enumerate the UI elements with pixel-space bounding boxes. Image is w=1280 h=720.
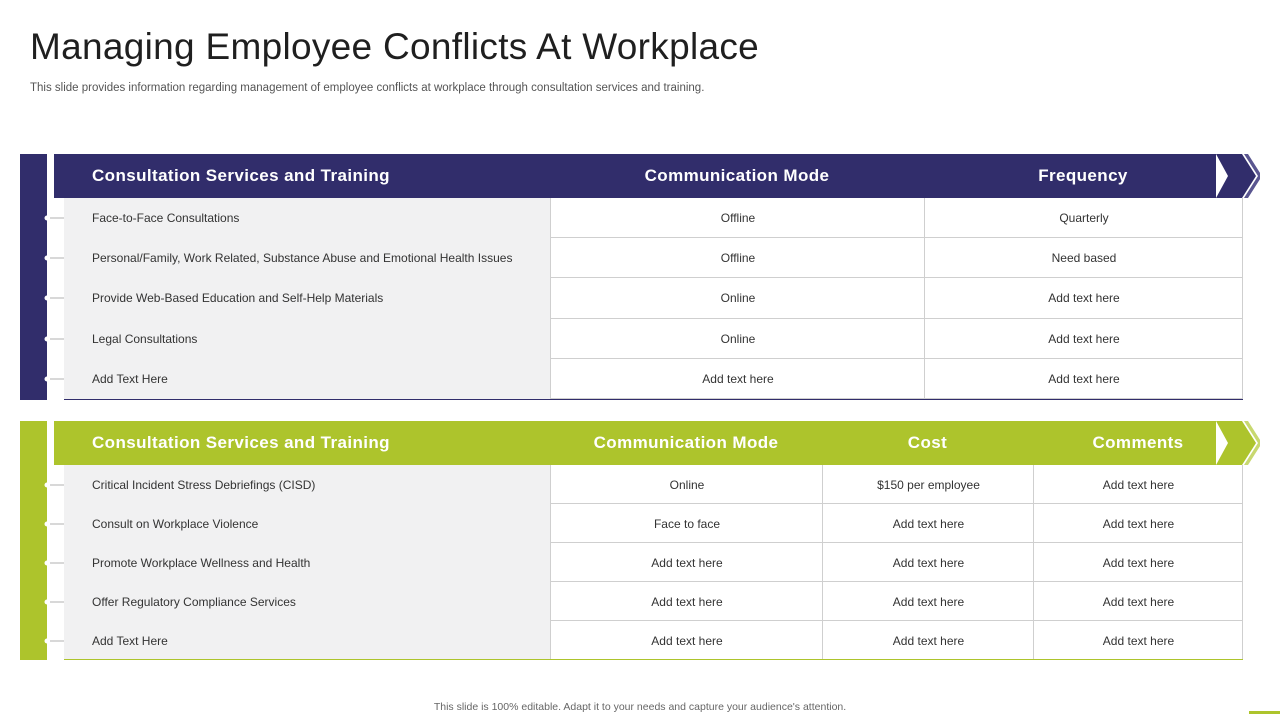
table-right-border xyxy=(1242,359,1243,399)
service-label: Face-to-Face Consultations xyxy=(92,211,240,226)
table-row xyxy=(64,359,1243,399)
corner-accent-mark xyxy=(1249,711,1280,714)
frequency-table xyxy=(20,154,1260,400)
table2-header-cost: Cost xyxy=(907,433,948,452)
table1-bottom-line xyxy=(64,399,1243,400)
communication-mode-cell: Add text here xyxy=(550,582,823,621)
table-right-border xyxy=(1242,621,1243,660)
frequency-cell: Need based xyxy=(924,238,1243,278)
table-row xyxy=(64,621,1243,660)
service-cell xyxy=(64,238,550,278)
table-row xyxy=(64,319,1243,359)
table-row xyxy=(64,198,1243,238)
table1-side-bar xyxy=(20,154,47,400)
communication-mode-cell: Add text here xyxy=(550,359,925,399)
communication-mode-cell: Add text here xyxy=(550,543,823,582)
page-subtitle: This slide provides information regarding management of employee conflicts at workplace through consultation services and training. xyxy=(30,82,705,94)
table-right-border xyxy=(1242,238,1243,278)
table1-header xyxy=(54,154,1216,198)
table1-header-mode: Communication Mode xyxy=(644,166,830,185)
service-label: Add Text Here xyxy=(92,371,168,386)
table-row xyxy=(64,543,1243,582)
comments-cell: Add text here xyxy=(1033,504,1243,543)
cost-cell: Add text here xyxy=(822,582,1034,621)
service-label: Critical Incident Stress Debriefings (CISD) xyxy=(92,477,316,492)
table-row xyxy=(64,238,1243,278)
comments-cell: Add text here xyxy=(1033,543,1243,582)
communication-mode-cell: Online xyxy=(550,278,925,318)
service-label: Offer Regulatory Compliance Services xyxy=(92,594,296,609)
frequency-cell: Add text here xyxy=(924,278,1243,318)
service-label: Add Text Here xyxy=(92,633,168,648)
table2-side-bar xyxy=(20,421,47,660)
service-label: Promote Workplace Wellness and Health xyxy=(92,555,311,570)
service-cell xyxy=(64,198,550,238)
communication-mode-cell: Offline xyxy=(550,238,925,278)
communication-mode-cell: Face to face xyxy=(550,504,823,543)
service-cell xyxy=(64,621,550,660)
table1-header-arrow xyxy=(1216,154,1260,198)
table2-header xyxy=(54,421,1216,465)
table-row xyxy=(64,504,1243,543)
table-right-border xyxy=(1242,319,1243,359)
table1-header-service: Consultation Services and Training xyxy=(92,166,390,185)
table2-header-comments: Comments xyxy=(1092,433,1184,452)
comments-cell: Add text here xyxy=(1033,465,1243,504)
table-row xyxy=(64,278,1243,318)
table-right-border xyxy=(1242,198,1243,238)
communication-mode-cell: Online xyxy=(550,319,925,359)
table-row xyxy=(64,465,1243,504)
service-label: Provide Web-Based Education and Self-Help Materials xyxy=(92,291,384,306)
table2-bottom-line xyxy=(64,659,1243,660)
table-right-border xyxy=(1242,582,1243,621)
page-title: Managing Employee Conflicts At Workplace xyxy=(30,26,760,67)
service-label: Consult on Workplace Violence xyxy=(92,516,259,531)
table2-header-mode: Communication Mode xyxy=(593,433,779,452)
table2-header-service: Consultation Services and Training xyxy=(92,433,390,452)
cost-cell: Add text here xyxy=(822,504,1034,543)
frequency-cell: Add text here xyxy=(924,359,1243,399)
table-right-border xyxy=(1242,504,1243,543)
service-label: Legal Consultations xyxy=(92,331,198,346)
frequency-cell: Quarterly xyxy=(924,198,1243,238)
communication-mode-cell: Add text here xyxy=(550,621,823,660)
table-right-border xyxy=(1242,278,1243,318)
cost-cell: Add text here xyxy=(822,621,1034,660)
service-cell xyxy=(64,319,550,359)
footer-note: This slide is 100% editable. Adapt it to your needs and capture your audience's attention. xyxy=(433,701,847,713)
service-cell xyxy=(64,504,550,543)
table-right-border xyxy=(1242,543,1243,582)
communication-mode-cell: Offline xyxy=(550,198,925,238)
service-cell xyxy=(64,543,550,582)
service-label: Personal/Family, Work Related, Substance Abuse and Emotional Health Issues xyxy=(92,251,513,266)
comments-cell: Add text here xyxy=(1033,621,1243,660)
frequency-cell: Add text here xyxy=(924,319,1243,359)
table2-header-arrow xyxy=(1216,421,1260,465)
service-cell xyxy=(64,359,550,399)
communication-mode-cell: Online xyxy=(550,465,823,504)
table-right-border xyxy=(1242,465,1243,504)
service-cell xyxy=(64,582,550,621)
cost-cell: Add text here xyxy=(822,543,1034,582)
service-cell xyxy=(64,465,550,504)
service-cell xyxy=(64,278,550,318)
comments-cell: Add text here xyxy=(1033,582,1243,621)
table1-header-frequency: Frequency xyxy=(1038,166,1128,185)
table-row xyxy=(64,582,1243,621)
cost-table xyxy=(20,421,1260,660)
cost-cell: $150 per employee xyxy=(822,465,1034,504)
